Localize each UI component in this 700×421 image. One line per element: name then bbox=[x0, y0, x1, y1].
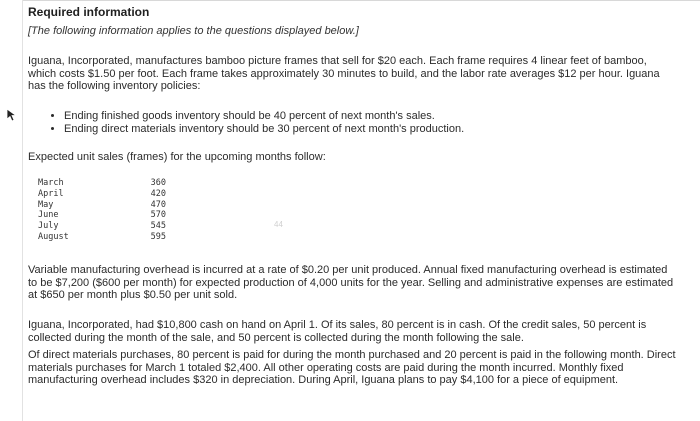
inventory-policies-list bbox=[50, 110, 464, 136]
units-cell: 595 bbox=[150, 231, 166, 242]
units-cell: 570 bbox=[150, 210, 166, 221]
faint-mark: 44 bbox=[274, 220, 283, 229]
table-row bbox=[38, 189, 166, 200]
intro-paragraph: Iguana, Incorporated, manufactures bamboo picture frames that sell for $20 each. Each frame requires 4 linear feet of bamboo, which costs $1.50 per foot. Each frame takes approximately 30 minutes to build, and the labor rate averages $12 per hour. Iguana has the following inventory policies: bbox=[28, 55, 660, 92]
units-cell: 360 bbox=[150, 178, 166, 188]
month-cell: April bbox=[38, 188, 64, 199]
units-cell: 470 bbox=[150, 199, 166, 210]
sales-intro-text: Expected unit sales (frames) for the upcoming months follow: bbox=[28, 151, 326, 163]
policy-item-finished-goods: • Ending finished goods inventory should be 40 percent of next month's sales. bbox=[64, 110, 464, 123]
month-cell: July bbox=[38, 221, 59, 232]
table-row bbox=[38, 232, 166, 243]
table-row bbox=[38, 178, 166, 189]
mouse-pointer-icon bbox=[6, 108, 18, 122]
expected-sales-table bbox=[38, 178, 166, 243]
month-cell: June bbox=[38, 210, 59, 221]
table-row bbox=[38, 200, 166, 211]
month-cell: March bbox=[38, 178, 64, 188]
month-cell: May bbox=[38, 199, 54, 210]
table-row bbox=[38, 221, 166, 232]
left-divider bbox=[22, 0, 23, 421]
cash-paragraph: Iguana, Incorporated, had $10,800 cash on hand on April 1. Of its sales, 80 percent is in cash. Of the credit sales, 50 percent is collected during the month of the sale, and 50 percent is collected during the month following the sale. bbox=[28, 319, 647, 344]
applies-note: [The following information applies to the questions displayed below.] bbox=[28, 25, 359, 37]
top-divider bbox=[22, 0, 700, 1]
units-cell: 420 bbox=[150, 188, 166, 199]
policy-item-direct-materials: • Ending direct materials inventory should be 30 percent of next month's production. bbox=[64, 123, 464, 136]
section-heading: Required information bbox=[28, 5, 150, 19]
table-row bbox=[38, 210, 166, 221]
month-cell: August bbox=[38, 231, 69, 242]
overhead-paragraph: Variable manufacturing overhead is incurred at a rate of $0.20 per unit produced. Annual fixed manufacturing overhead is estimated to be $7,200 ($600 per month) for expected production of 4,000 units for the year. Selling and administrative expenses are estimated at $650 per month plus $0.50 per unit sold. bbox=[28, 264, 674, 301]
units-cell: 545 bbox=[150, 221, 166, 232]
materials-paragraph: Of direct materials purchases, 80 percent is paid for during the month purchased and 20 percent is paid in the following month. Direct materials purchases for March 1 totaled $2,400. All other operating costs are paid during the month incurred. Monthly fixed manufacturing overhead includes $320 in depreciation. During April, Iguana plans to pay $4,100 for a piece of equipment. bbox=[28, 349, 676, 386]
